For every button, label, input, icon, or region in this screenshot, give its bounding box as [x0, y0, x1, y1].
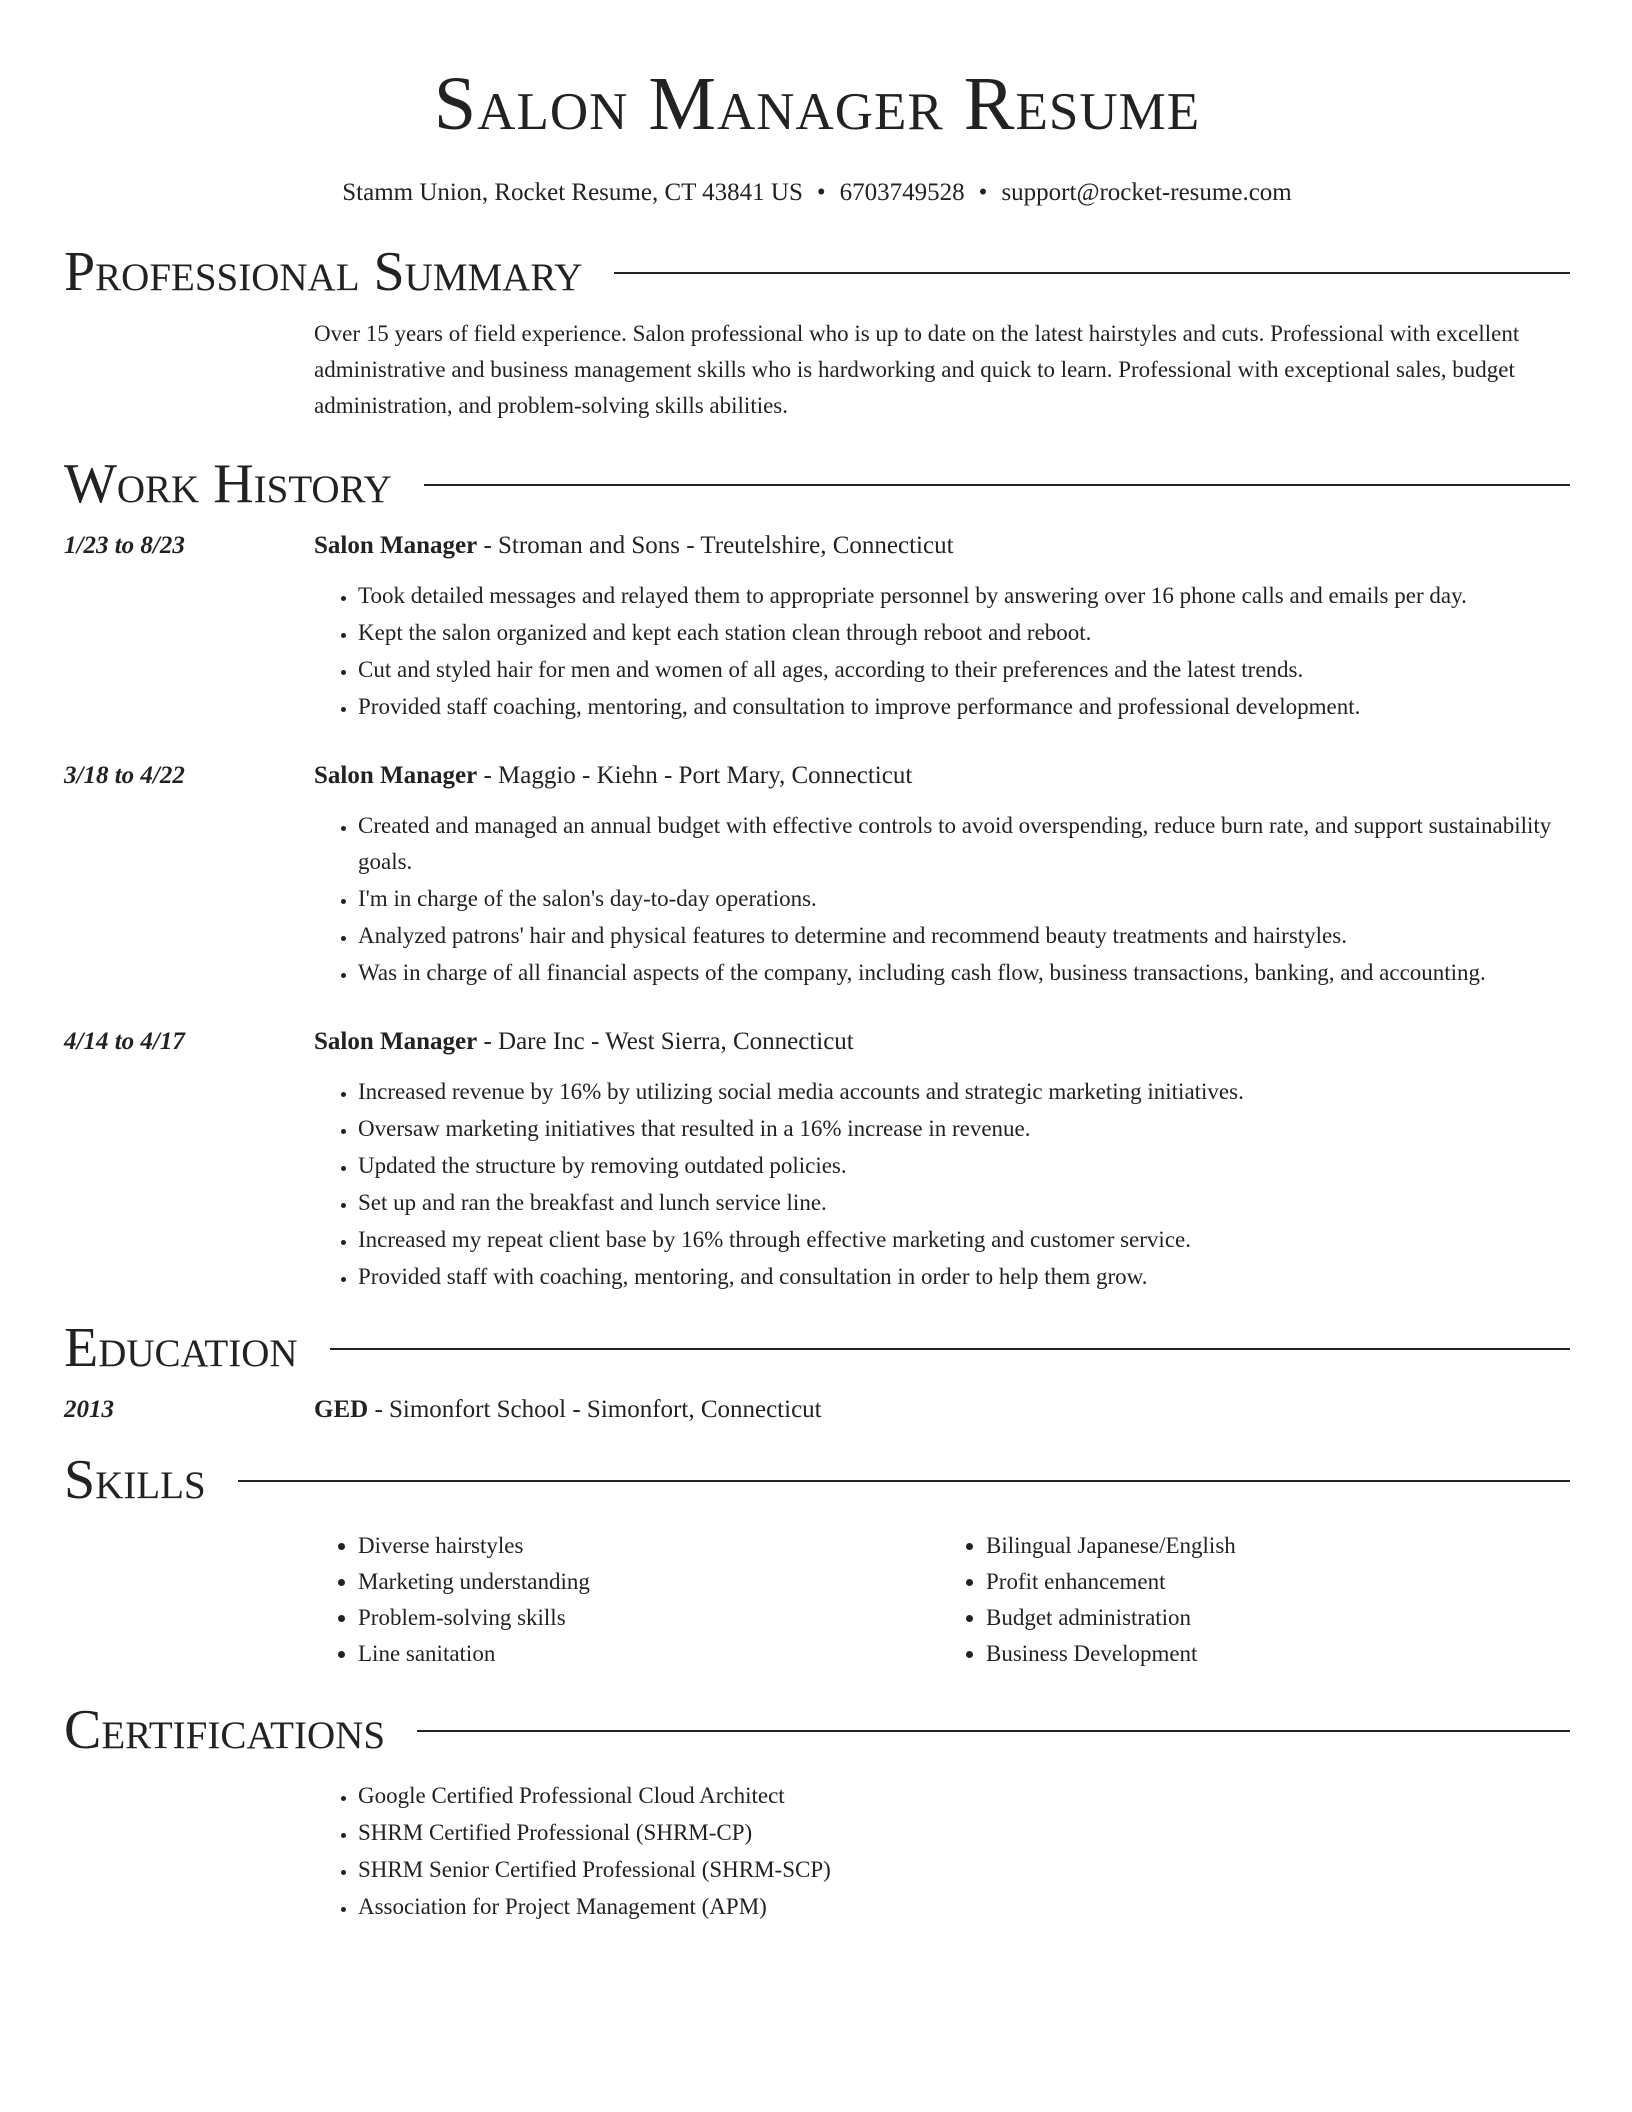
summary-row	[64, 316, 1570, 424]
certification-item: • SHRM Senior Certified Professional (SHRM-SCP)	[358, 1852, 1570, 1888]
job-dates: 4/14 to 4/17	[64, 1028, 185, 1055]
job-bullets	[314, 1074, 1570, 1295]
job-employer: - Maggio - Kiehn - Port Mary, Connecticut	[477, 762, 913, 789]
skill-item: • Line sanitation	[358, 1636, 942, 1672]
skill-item: • Budget administration	[986, 1600, 1570, 1636]
job-bullet: • Analyzed patrons' hair and physical features to determine and recommend beauty treatments and hairstyles.	[358, 918, 1570, 954]
job-bullet: • Oversaw marketing initiatives that resulted in a 16% increase in revenue.	[358, 1111, 1570, 1147]
skills-column	[314, 1528, 942, 1672]
job-bullet: • Provided staff with coaching, mentoring, and consultation in order to help them grow.	[358, 1259, 1570, 1295]
section-divider	[330, 1348, 1570, 1350]
work-section-header	[64, 452, 1570, 516]
education-section-header	[64, 1316, 1570, 1380]
education-heading: Education	[64, 1317, 298, 1379]
job-bullet: • Increased revenue by 16% by utilizing social media accounts and strategic marketing initiatives.	[358, 1074, 1570, 1110]
section-divider	[238, 1480, 1570, 1482]
address: Stamm Union, Rocket Resume, CT 43841 US	[342, 179, 803, 206]
education-body	[314, 1392, 1570, 1428]
contact-separator: •	[816, 179, 826, 206]
skills-column	[942, 1528, 1570, 1672]
job-bullet: • Was in charge of all financial aspects of the company, including cash flow, business transactions, banking, and accounting.	[358, 955, 1570, 991]
contact-line	[64, 176, 1570, 210]
skills-section-header	[64, 1448, 1570, 1512]
job-title-line	[314, 758, 1570, 794]
skill-item: • Marketing understanding	[358, 1564, 942, 1600]
contact-separator: •	[978, 179, 988, 206]
certification-item: • SHRM Certified Professional (SHRM-CP)	[358, 1815, 1570, 1851]
job-bullet: • Cut and styled hair for men and women of all ages, according to their preferences and the latest trends.	[358, 652, 1570, 688]
work-heading: Work History	[64, 453, 392, 515]
job-bullet: • Increased my repeat client base by 16% through effective marketing and customer service.	[358, 1222, 1570, 1258]
skill-item: • Diverse hairstyles	[358, 1528, 942, 1564]
job-bullet: • Set up and ran the breakfast and lunch service line.	[358, 1185, 1570, 1221]
certifications-heading: Certifications	[64, 1699, 386, 1761]
certifications-body	[314, 1778, 1570, 1926]
skills-row	[64, 1528, 1570, 1672]
education-degree: GED	[314, 1396, 369, 1423]
section-divider	[614, 272, 1570, 274]
summary-section-header	[64, 240, 1570, 304]
job-entry	[64, 1024, 1570, 1296]
job-title-line	[314, 528, 1570, 564]
job-body	[314, 758, 1570, 992]
job-entry	[64, 758, 1570, 992]
job-bullets	[314, 578, 1570, 725]
job-entry	[64, 528, 1570, 726]
summary-text: Over 15 years of field experience. Salon professional who is up to date on the latest hairstyles and cuts. Professional with excellent administrative and business management skills who is hardworking and quick to learn. Professional with exceptional sales, budget administration, and problem-solving skills abilities.	[314, 321, 1520, 418]
job-bullet: • Created and managed an annual budget with effective controls to avoid overspending, reduce burn rate, and support sustainability goals.	[358, 808, 1570, 880]
email: support@rocket-resume.com	[1001, 179, 1292, 206]
education-year: 2013	[64, 1396, 114, 1423]
skills-heading: Skills	[64, 1449, 206, 1511]
certification-item: • Google Certified Professional Cloud Architect	[358, 1778, 1570, 1814]
job-body	[314, 528, 1570, 726]
job-role: Salon Manager	[314, 1028, 478, 1055]
job-role: Salon Manager	[314, 762, 478, 789]
job-bullet: • I'm in charge of the salon's day-to-day operations.	[358, 881, 1570, 917]
certification-item: • Association for Project Management (APM)	[358, 1889, 1570, 1925]
education-entry	[64, 1392, 1570, 1428]
job-bullet: • Kept the salon organized and kept each station clean through reboot and reboot.	[358, 615, 1570, 651]
phone: 6703749528	[839, 179, 965, 206]
skill-item: • Profit enhancement	[986, 1564, 1570, 1600]
job-employer: - Dare Inc - West Sierra, Connecticut	[477, 1028, 854, 1055]
certifications-section-header	[64, 1698, 1570, 1762]
skills-left-spacer	[64, 1528, 314, 1672]
job-bullet: • Provided staff coaching, mentoring, and consultation to improve performance and professional development.	[358, 689, 1570, 725]
job-bullets	[314, 808, 1570, 991]
skills-grid	[314, 1528, 1570, 1672]
certifications-left-spacer	[64, 1778, 314, 1926]
summary-heading: Professional Summary	[64, 241, 583, 303]
skill-item: • Problem-solving skills	[358, 1600, 942, 1636]
job-body	[314, 1024, 1570, 1296]
resume-name: Salon Manager Resume	[433, 62, 1201, 146]
education-school: - Simonfort School - Simonfort, Connecticut	[368, 1396, 822, 1423]
section-divider	[424, 484, 1570, 486]
job-bullet: • Took detailed messages and relayed them to appropriate personnel by answering over 16 phone calls and emails per day.	[358, 578, 1570, 614]
summary-left-spacer	[64, 316, 314, 424]
section-divider	[417, 1730, 1570, 1732]
job-employer: - Stroman and Sons - Treutelshire, Connecticut	[477, 532, 954, 559]
certifications-row	[64, 1778, 1570, 1926]
job-dates: 3/18 to 4/22	[64, 762, 185, 789]
job-title-line	[314, 1024, 1570, 1060]
job-dates: 1/23 to 8/23	[64, 532, 185, 559]
skill-item: • Bilingual Japanese/English	[986, 1528, 1570, 1564]
job-role: Salon Manager	[314, 532, 478, 559]
skill-item: • Business Development	[986, 1636, 1570, 1672]
job-bullet: • Updated the structure by removing outdated policies.	[358, 1148, 1570, 1184]
certifications-list	[314, 1778, 1570, 1925]
